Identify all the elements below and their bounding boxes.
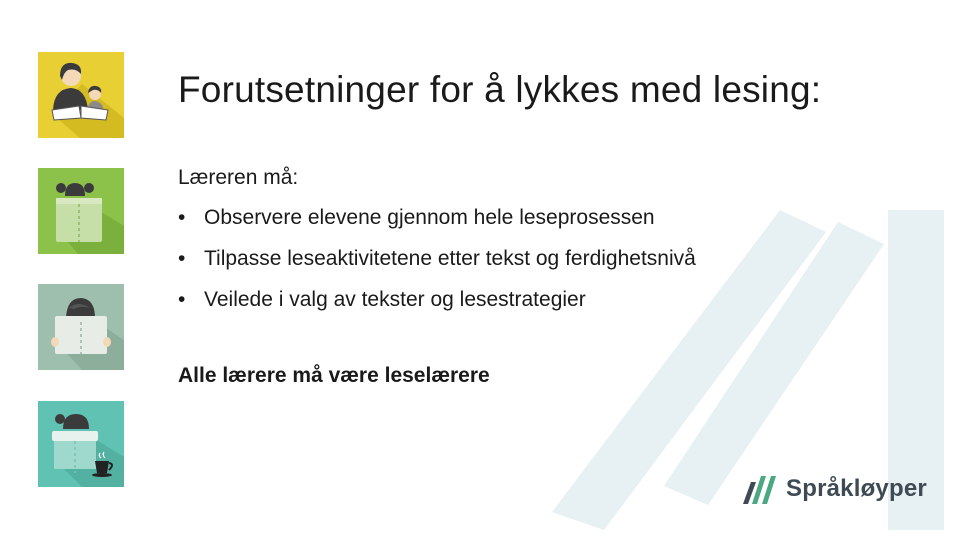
boy-reading-book-icon (38, 284, 124, 370)
bullet-dot: • (178, 247, 186, 270)
list-item (178, 244, 878, 285)
list-item (178, 285, 878, 326)
bullet-text: Tilpasse leseaktivitetene etter tekst og ferdighetsnivå (204, 247, 696, 270)
brand-logo (742, 472, 942, 512)
brand-name: Språkløyper (786, 475, 927, 502)
slide-title: Forutsetninger for å lykkes med lesing: (178, 68, 822, 110)
lead-text: Læreren må: (178, 166, 299, 189)
girl-reading-with-tea-icon (38, 401, 124, 487)
logo-mark-icon (742, 474, 776, 506)
emphasis-text: Alle lærere må være leselærere (178, 364, 490, 387)
bullet-list (178, 203, 878, 326)
girl-reading-book-icon (38, 168, 124, 254)
bullet-dot: • (178, 288, 186, 311)
bullet-text: Observere elevene gjennom hele leseprosessen (204, 206, 655, 229)
bullet-text: Veilede i valg av tekster og lesestrategier (204, 288, 586, 311)
list-item (178, 203, 878, 244)
slide-body (178, 163, 878, 326)
teacher-reading-with-child-icon (38, 52, 124, 138)
bullet-dot: • (178, 206, 186, 229)
